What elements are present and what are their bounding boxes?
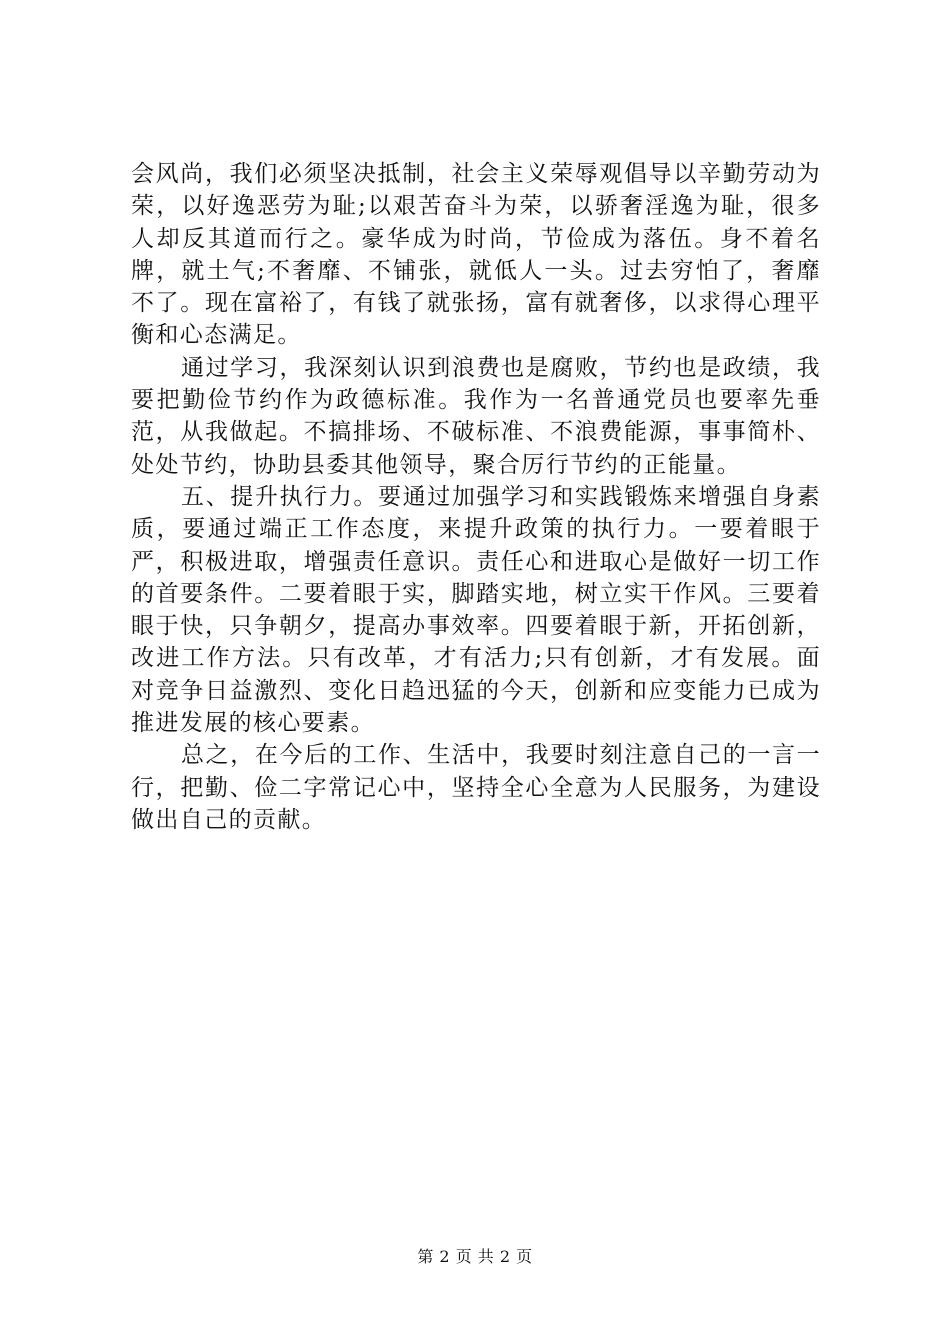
page-footer: 第 2 页 共 2 页 (417, 1247, 533, 1266)
document-body (131, 158, 821, 836)
paragraph-thrift-reflection: 通过学习，我深刻认识到浪费也是腐败，节约也是政绩，我要把勤俭节约作为政德标准。我作为一名普通党员也要率先垂范，从我做起。不搞排场、不破标准、不浪费能源，事事简朴、处处节约，协助县委其他领导，聚合厉行节约的正能量。 (131, 354, 821, 478)
paragraph-conclusion: 总之，在今后的工作、生活中，我要时刻注意自己的一言一行，把勤、俭二字常记心中，坚持全心全意为人民服务，为建设做出自己的贡献。 (131, 742, 821, 833)
paragraph-continuation: 会风尚，我们必须坚决抵制，社会主义荣辱观倡导以辛勤劳动为荣，以好逸恶劳为耻;以艰苦奋斗为荣，以骄奢淫逸为耻，很多人却反其道而行之。豪华成为时尚，节俭成为落伍。身不着名牌，就土气;不奢靡、不铺张，就低人一头。过去穷怕了，奢靡不了。现在富裕了，有钱了就张扬，富有就奢侈，以求得心理平衡和心态满足。 (131, 161, 821, 349)
paragraph-execution: 五、提升执行力。要通过加强学习和实践锻炼来增强自身素质，要通过端正工作态度，来提升政策的执行力。一要着眼于严，积极进取，增强责任意识。责任心和进取心是做好一切工作的首要条件。二要着眼于实，脚踏实地，树立实干作风。三要着眼于快，只争朝夕，提高办事效率。四要着眼于新，开拓创新，改进工作方法。只有改革，才有活力;只有创新，才有发展。面对竞争日益激烈、变化日趋迅猛的今天，创新和应变能力已成为推进发展的核心要素。 (131, 483, 821, 737)
